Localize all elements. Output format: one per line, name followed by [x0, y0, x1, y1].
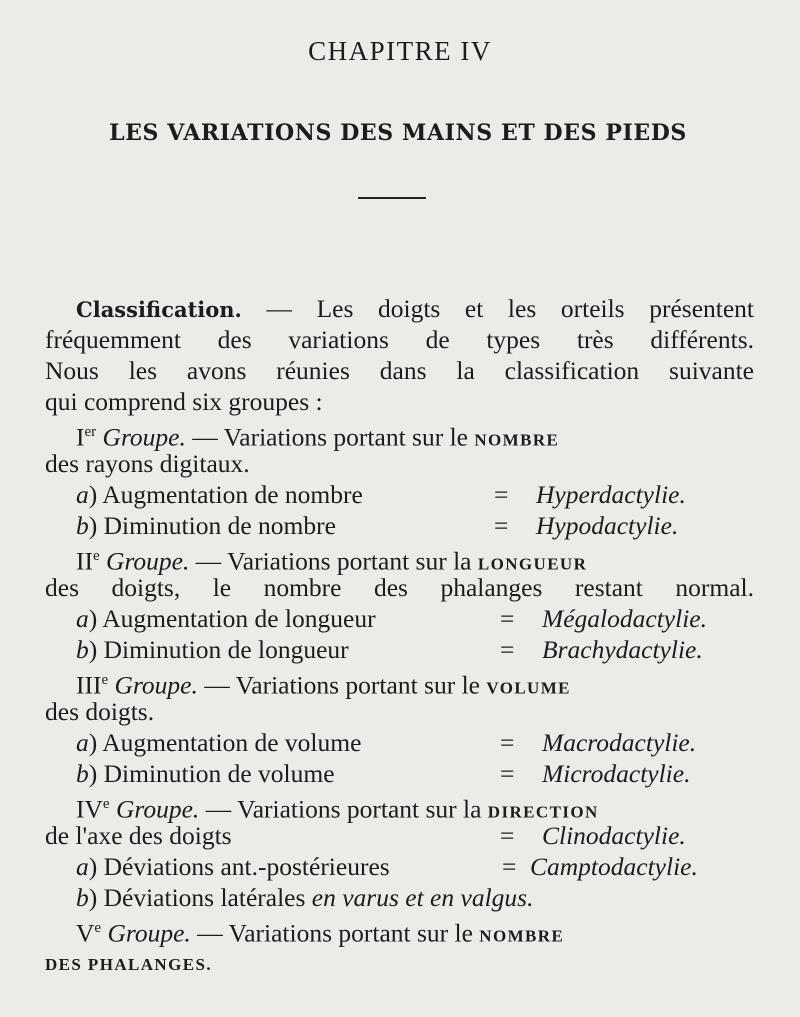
- group-3-heading: IIIe Groupe. — Variations portant sur le VOLUME: [76, 670, 571, 700]
- group-2-item-b: b) Diminution de longueur = Brachydactylie.: [76, 635, 703, 664]
- group-2-cont: des doigts, le nombre des phalanges restant normal.: [45, 573, 754, 602]
- group-4-item-a: a) Déviations ant.-postérieures = Camptodactylie.: [76, 852, 698, 881]
- group-1-item-b: b) Diminution de nombre = Hypodactylie.: [76, 511, 679, 540]
- intro-lead: Classification.: [76, 297, 242, 322]
- group-2-item-a: a) Augmentation de longueur = Mégalodactylie.: [76, 604, 707, 633]
- group-1-item-a: a) Augmentation de nombre = Hyperdactylie.: [76, 480, 686, 509]
- group-3-item-a: a) Augmentation de volume = Macrodactylie.: [76, 728, 697, 757]
- group-1-cont: des rayons digitaux.: [45, 449, 250, 478]
- group-3-item-b: b) Diminution de volume = Microdactylie.: [76, 759, 691, 788]
- group-4-heading: IVe Groupe. — Variations portant sur la DIRECTION: [76, 794, 599, 824]
- group-4-cont: de l'axe des doigts = Clinodactylie.: [45, 821, 686, 850]
- group-1-heading: Ier Groupe. — Variations portant sur le NOMBRE: [76, 422, 560, 452]
- title-rule: [358, 197, 426, 199]
- group-5-heading: Ve Groupe. — Variations portant sur le NOMBRE: [76, 918, 565, 948]
- intro-line-4: qui comprend six groupes :: [45, 387, 323, 416]
- group-4-item-b: b) Déviations latérales en varus et en valgus.: [76, 883, 534, 912]
- group-5-cont: DES PHALANGES.: [45, 955, 212, 974]
- group-2-heading: IIe Groupe. — Variations portant sur la LONGUEUR: [76, 546, 588, 576]
- intro-line-1: Classification. — Les doigts et les orteils présentent: [76, 294, 754, 323]
- intro-line-2: fréquemment des variations de types très différents.: [45, 325, 754, 354]
- group-3-cont: des doigts.: [45, 697, 155, 726]
- chapter-heading: CHAPITRE IV: [308, 36, 492, 66]
- intro-line-3: Nous les avons réunies dans la classification suivante: [45, 356, 754, 385]
- chapter-title: LES VARIATIONS DES MAINS ET DES PIEDS: [109, 120, 687, 146]
